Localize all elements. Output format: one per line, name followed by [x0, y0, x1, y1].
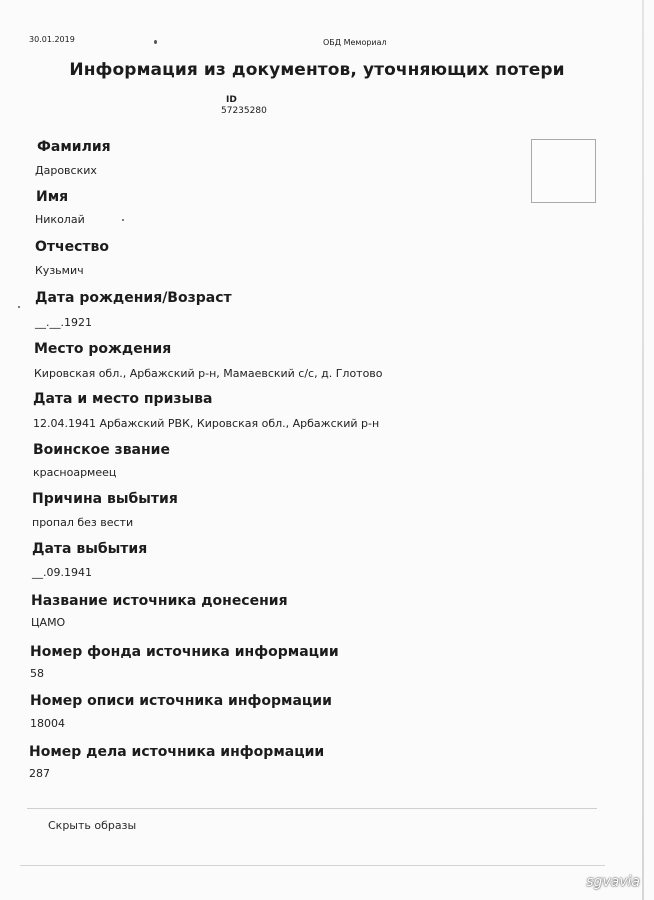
id-label: ID — [226, 95, 237, 105]
divider — [20, 865, 605, 866]
field-label: Название источника донесения — [31, 593, 288, 609]
field-label: Место рождения — [34, 341, 172, 357]
divider — [27, 808, 597, 809]
field-label: Дата и место призыва — [33, 391, 213, 407]
field-value: 287 — [29, 767, 50, 780]
field-value: __.09.1941 — [32, 566, 92, 579]
field-label: Имя — [36, 189, 69, 205]
page-title: Информация из документов, уточняющих потери — [69, 60, 565, 80]
field-value: Кузьмич — [35, 264, 84, 277]
field-value: 18004 — [30, 717, 65, 730]
field-label: Номер дела источника информации — [29, 744, 325, 760]
hide-images-link[interactable]: Скрыть образы — [48, 819, 137, 832]
field-label: Воинское звание — [33, 442, 170, 458]
field-label: Дата выбытия — [32, 541, 148, 557]
scan-speck — [122, 219, 124, 221]
field-label: Отчество — [35, 239, 110, 255]
field-value: пропал без вести — [32, 516, 134, 529]
field-label: Номер описи источника информации — [30, 693, 332, 709]
field-label: Номер фонда источника информации — [30, 644, 339, 660]
field-label: Фамилия — [37, 139, 111, 155]
source-name: ОБД Мемориал — [323, 38, 387, 47]
field-label: Дата рождения/Возраст — [35, 290, 232, 306]
field-value: 12.04.1941 Арбажский РВК, Кировская обл., Арбажский р-н — [33, 417, 380, 430]
print-date: 30.01.2019 — [29, 35, 75, 44]
id-value: 57235280 — [221, 106, 267, 116]
scan-speck — [18, 306, 20, 308]
field-value: Николай — [35, 213, 85, 226]
field-value: __.__.1921 — [35, 316, 92, 329]
field-value: красноармеец — [33, 466, 117, 479]
scan-speck — [154, 40, 157, 44]
watermark: sgvavia — [586, 874, 640, 890]
field-value: ЦАМО — [31, 616, 66, 629]
field-value: Кировская обл., Арбажский р-н, Мамаевский с/с, д. Глотово — [34, 367, 383, 380]
field-value: Даровских — [35, 164, 97, 177]
field-value: 58 — [30, 667, 44, 680]
field-label: Причина выбытия — [32, 491, 178, 507]
page-edge — [642, 0, 644, 900]
photo-placeholder — [531, 139, 596, 203]
